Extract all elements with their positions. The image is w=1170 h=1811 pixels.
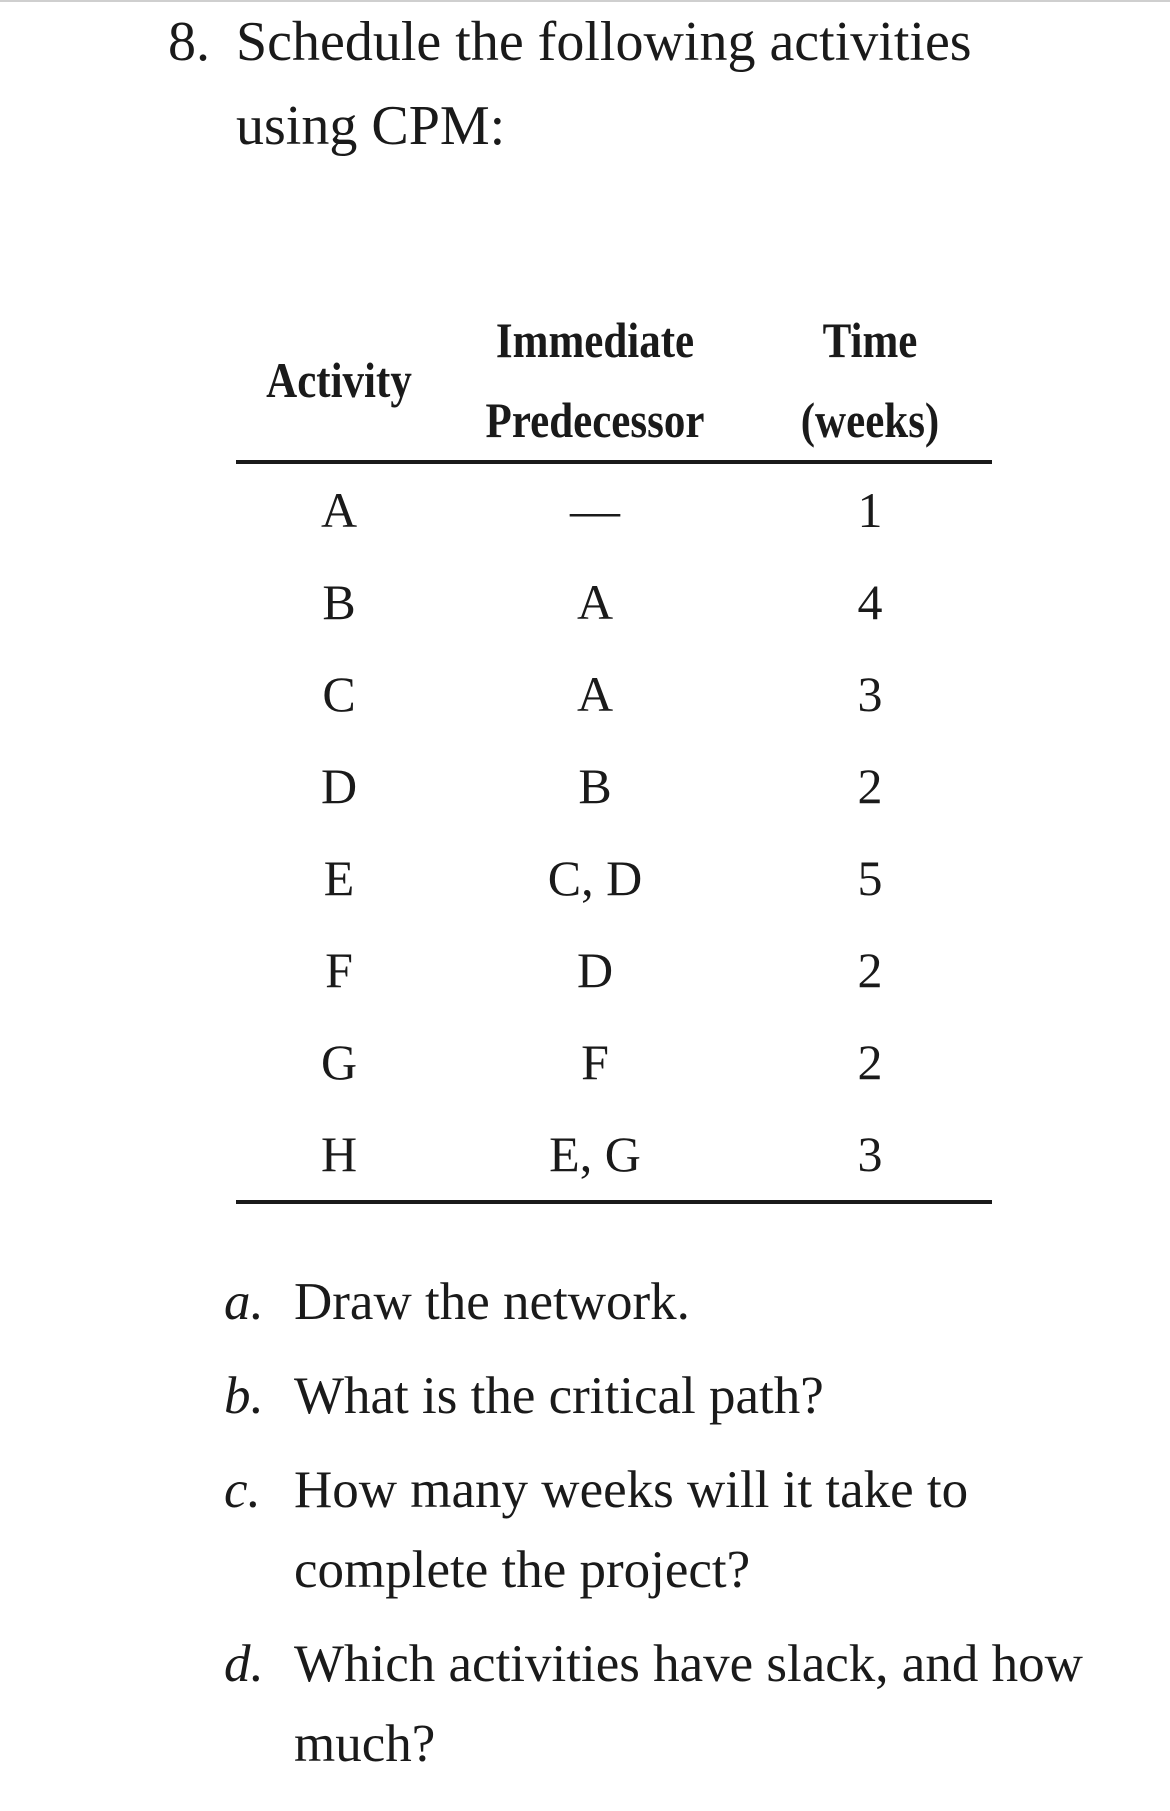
question-text-1: Schedule the following activities bbox=[236, 11, 972, 73]
activity-cell: H bbox=[236, 1108, 442, 1202]
header-predecessor-top: Immediate bbox=[495, 312, 695, 368]
table-row bbox=[236, 648, 992, 740]
activity-cell: D bbox=[320, 758, 358, 814]
time-cell: 2 bbox=[857, 758, 883, 814]
sub-question-text: Which activities have slack, and how much? bbox=[294, 1635, 1083, 1773]
header-row-top bbox=[236, 300, 992, 380]
activity-cell: C bbox=[322, 666, 356, 722]
header-predecessor-bottom: Predecessor bbox=[463, 380, 726, 462]
predecessor-cell: C, D bbox=[547, 850, 643, 906]
table-row bbox=[236, 1108, 992, 1202]
predecessor-cell: B bbox=[578, 758, 612, 814]
header-activity: Activity bbox=[250, 300, 427, 462]
time-cell: 4 bbox=[857, 574, 883, 630]
activity-cell: F bbox=[325, 942, 353, 998]
sub-question-label: c. bbox=[224, 1461, 261, 1519]
table-row bbox=[236, 556, 992, 648]
sub-question-text: How many weeks will it take to complete the project? bbox=[294, 1461, 969, 1599]
predecessor-cell: A bbox=[576, 666, 614, 722]
sub-question-text: What is the critical path? bbox=[294, 1367, 824, 1425]
time-cell: 5 bbox=[857, 850, 883, 906]
time-cell: 3 bbox=[857, 666, 883, 722]
time-cell: 2 bbox=[857, 1034, 883, 1090]
activity-table bbox=[236, 300, 992, 1204]
table-row bbox=[236, 924, 992, 1016]
question-number: 8. bbox=[168, 11, 210, 73]
question bbox=[168, 0, 1028, 168]
sub-question-label: d. bbox=[224, 1635, 264, 1693]
table-row bbox=[236, 462, 992, 556]
table-row bbox=[236, 740, 992, 832]
sub-question-d bbox=[224, 1624, 1124, 1784]
activity-cell: B bbox=[322, 574, 356, 630]
header-time-bottom: (weeks) bbox=[765, 380, 975, 462]
predecessor-cell: D bbox=[576, 942, 614, 998]
activity-cell: G bbox=[320, 1034, 358, 1090]
sub-question-text: Draw the network. bbox=[294, 1273, 690, 1331]
predecessor-cell: — bbox=[570, 482, 620, 538]
activity-cell: A bbox=[320, 482, 358, 538]
time-cell: 2 bbox=[857, 942, 883, 998]
predecessor-cell: A bbox=[576, 574, 614, 630]
question-line-1 bbox=[168, 0, 1028, 84]
sub-question-a bbox=[224, 1262, 1124, 1342]
sub-question-b bbox=[224, 1356, 1124, 1436]
sub-question-label: b. bbox=[224, 1367, 264, 1425]
table-row bbox=[236, 1016, 992, 1108]
sub-question-c bbox=[224, 1450, 1124, 1610]
time-cell: 1 bbox=[857, 482, 883, 538]
time-cell: 3 bbox=[748, 1108, 992, 1202]
table-row bbox=[236, 832, 992, 924]
question-line-2: using CPM: bbox=[236, 95, 506, 157]
predecessor-cell: E, G bbox=[442, 1108, 748, 1202]
predecessor-cell: F bbox=[581, 1034, 609, 1090]
sub-question-label: a. bbox=[224, 1273, 264, 1331]
header-time-top: Time bbox=[822, 312, 918, 368]
sub-questions bbox=[224, 1262, 1124, 1798]
activity-cell: E bbox=[323, 850, 355, 906]
